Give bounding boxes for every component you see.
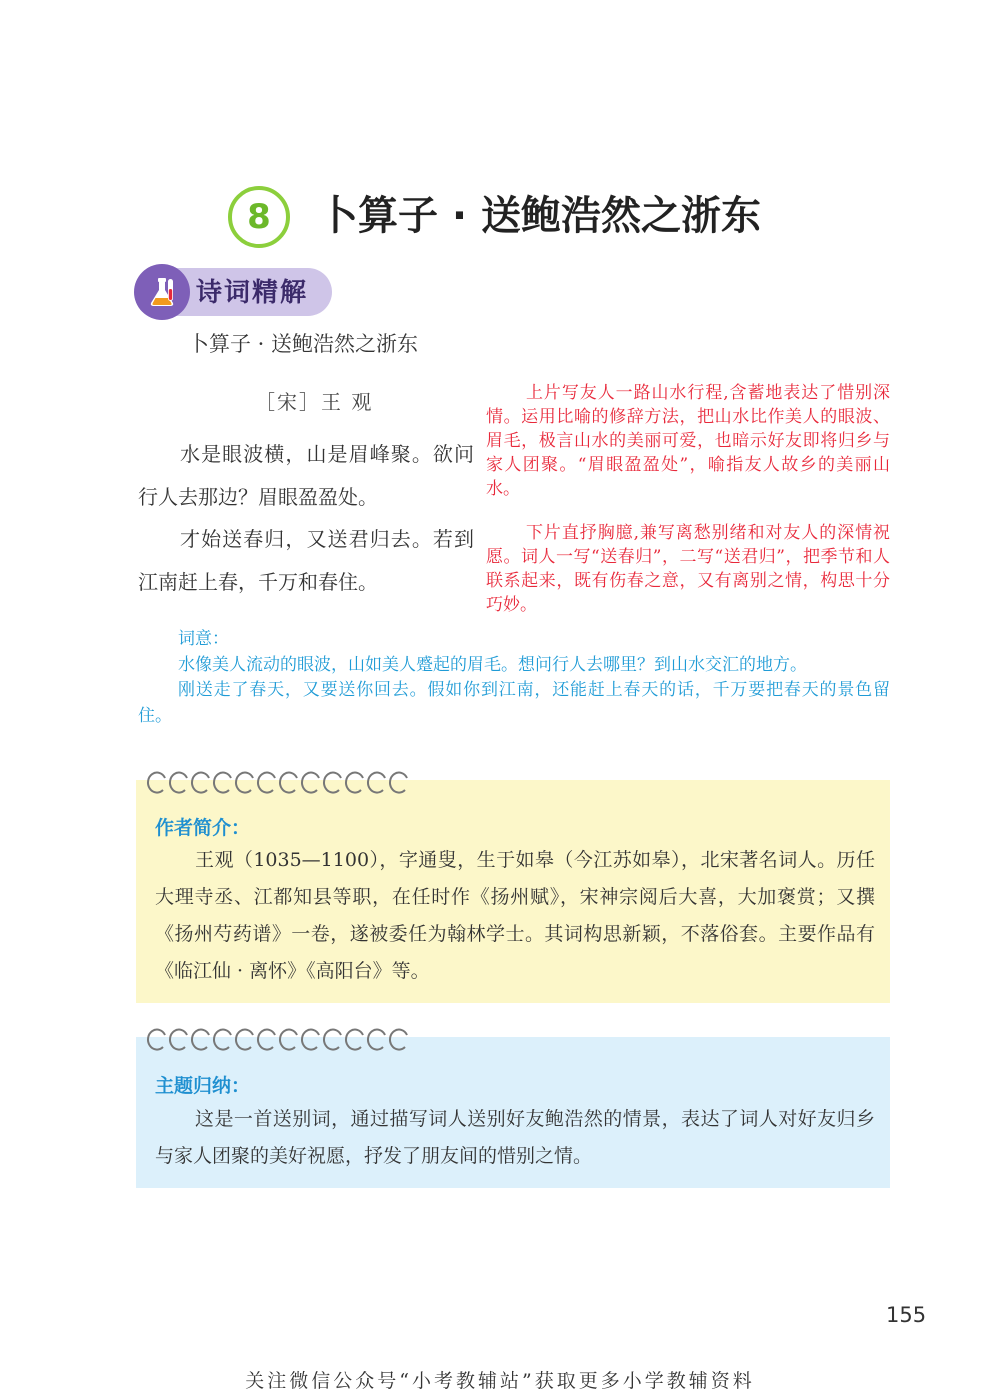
author-intro-text: 王观（1035—1100），字通叟，生于如皋（今江苏如皋），北宋著名词人。历任大理寺丞、江都知县等职，在任时作《扬州赋》，宋神宗阅后大喜，大加褒赏；又撰《扬州芍药谱》一卷，遂被委任为翰林学士。其词构思新颖，不落俗套。主要作品有《临江仙 · 离怀》《高阳台》等。 <box>155 849 875 982</box>
notebook-rings-icon <box>145 1023 415 1055</box>
section-title: 诗词精解 <box>196 278 309 308</box>
annotation-upper: 上片写友人一路山水行程,含蓄地表达了惜别深情。运用比喻的修辞方法，把山水比作美人的眼波、眉毛，极言山水的美丽可爱，也暗示好友即将归乡与家人团聚。“眉眼盈盈处”，喻指友人故乡的美丽山水。 <box>486 383 890 499</box>
author-intro-heading: 作者简介： <box>155 817 251 839</box>
notebook-rings-icon <box>145 766 415 798</box>
page-number: 155 <box>886 1303 927 1327</box>
meaning-paragraph-1: 水像美人流动的眼波，山如美人蹙起的眉毛。想问行人去哪里？到山水交汇的地方。 <box>178 654 807 675</box>
poem-title: 卜算子 · 送鲍浩然之浙东 <box>188 332 419 356</box>
poem-author: ［宋］王 观 <box>255 390 374 414</box>
footer-note: 关注微信公众号“小考教辅站”获取更多小学教辅资料 <box>245 1370 755 1392</box>
theme-text: 这是一首送别词，通过描写词人送别好友鲍浩然的情景，表达了词人对好友归乡与家人团聚的美好祝愿，抒发了朋友间的惜别之情。 <box>155 1108 875 1167</box>
meaning-paragraph-2: 刚送走了春天，又要送你回去。假如你到江南，还能赶上春天的话，千万要把春天的景色留住。 <box>138 680 890 726</box>
flask-icon <box>134 264 190 320</box>
meaning-heading: 词意： <box>178 629 229 649</box>
lesson-number-badge <box>228 186 290 248</box>
annotation-lower: 下片直抒胸臆,兼写离愁别绪和对友人的深情祝愿。词人一写“送春归”，二写“送君归”，把季节和人联系起来，既有伤春之意，又有离别之情，构思十分巧妙。 <box>486 523 890 615</box>
theme-heading: 主题归纳： <box>155 1075 251 1097</box>
lesson-title: 卜算子 · 送鲍浩然之浙东 <box>318 193 762 239</box>
poem-stanza-1: 水是眼波横，山是眉峰聚。欲问行人去那边？眉眼盈盈处。 <box>138 442 474 509</box>
poem-stanza-2: 才始送春归，又送君归去。若到江南赶上春，千万和春住。 <box>138 527 474 594</box>
lesson-number: 8 <box>247 197 271 237</box>
meaning-block <box>138 627 890 729</box>
